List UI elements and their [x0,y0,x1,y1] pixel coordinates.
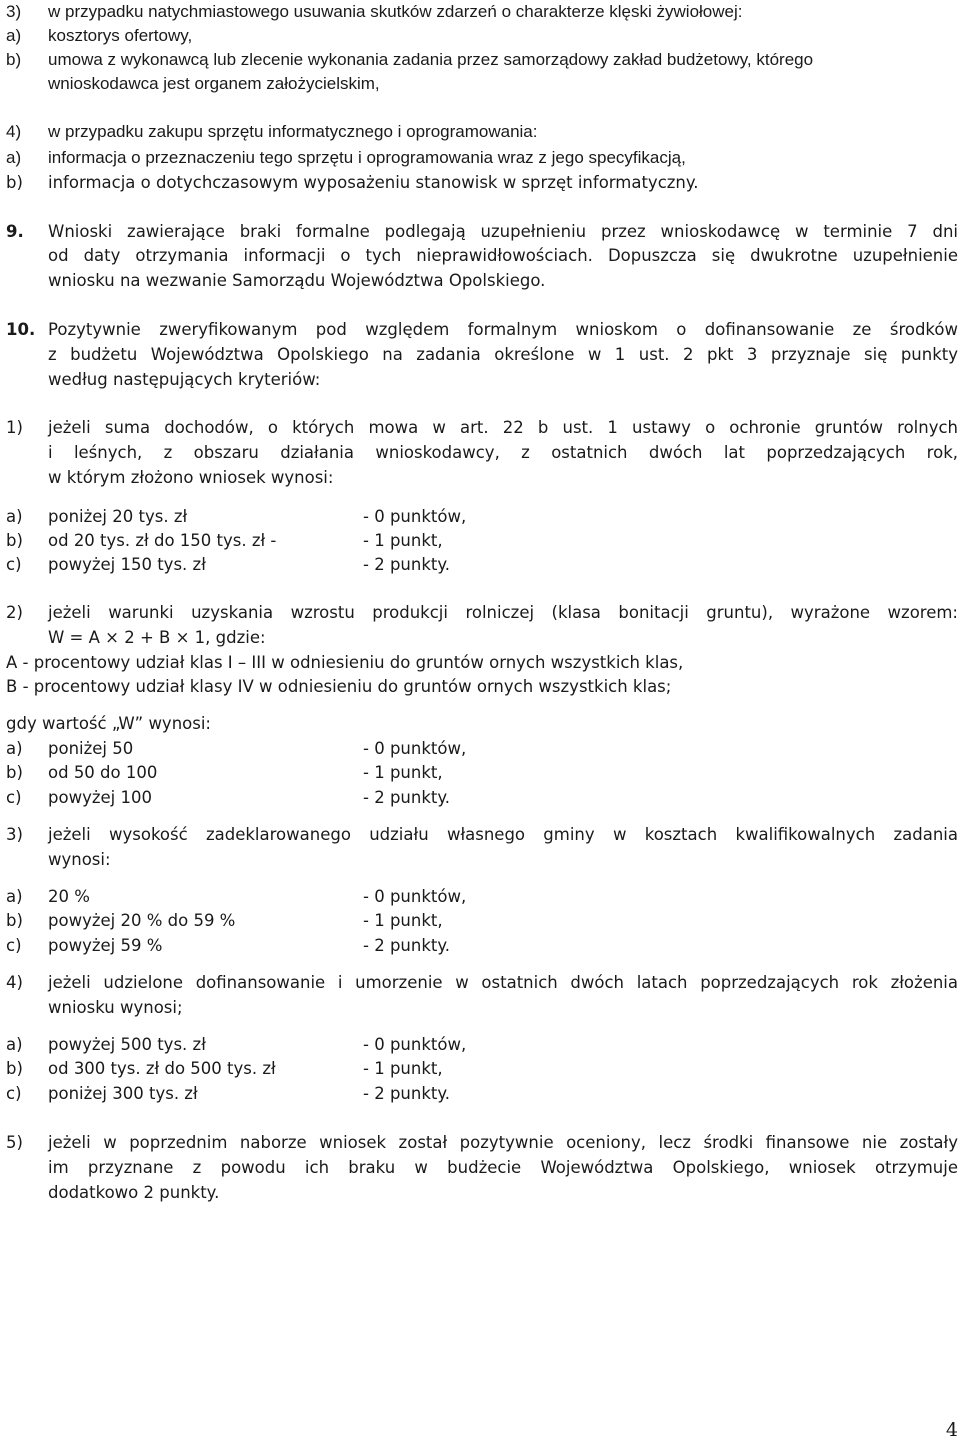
item-text: jeżeli w poprzednim naborze wniosek został pozytywnie oceniony, lecz środki finansowe nie zostały [48,1133,958,1152]
item-label: 4) [6,973,23,992]
option-points: - 2 punkty. [363,555,451,574]
option-points: - 0 punktów, [363,1035,467,1054]
option-points: - 1 punkt, [363,1059,443,1078]
option-label: b) [6,763,23,782]
option-points: - 1 punkt, [363,911,443,930]
item-text: dodatkowo 2 punkty. [48,1183,220,1202]
item-label: 1) [6,418,23,437]
item-label: b) [6,173,23,192]
option-label: a) [6,507,23,526]
item-text: wnioskodawca jest organem założycielskim, [48,74,380,93]
option-label: b) [6,1059,23,1078]
option-text: poniżej 50 [48,739,134,758]
option-text: poniżej 20 tys. zł [48,507,188,526]
item-text: i leśnych, z obszaru działania wnioskodawcy, z ostatnich dwóch lat poprzedzających rok, [48,443,958,462]
option-points: - 2 punkty. [363,1084,451,1103]
formula-text: W = A × 2 + B × 1, gdzie: [48,628,266,647]
option-points: - 0 punktów, [363,507,467,526]
item-label: a) [6,148,22,167]
paragraph-number: 9. [6,222,24,241]
item-text: wynosi: [48,850,111,869]
option-text: powyżej 59 % [48,936,163,955]
option-points: - 2 punkty. [363,936,451,955]
option-points: - 1 punkt, [363,531,443,550]
option-text: powyżej 150 tys. zł [48,555,206,574]
item-text: informacja o dotychczasowym wyposażeniu stanowisk w sprzęt informatyczny. [48,173,699,192]
paragraph-text: Wnioski zawierające braki formalne podlegają uzupełnieniu przez wnioskodawcę w terminie 7 dni [48,222,958,241]
definition-text: B - procentowy udział klasy IV w odniesieniu do gruntów ornych wszystkich klas; [6,677,672,696]
option-text: od 300 tys. zł do 500 tys. zł [48,1059,276,1078]
item-label: 4) [6,122,22,141]
option-label: a) [6,739,23,758]
paragraph-text: wniosku na wezwanie Samorządu Województwa Opolskiego. [48,271,546,290]
option-text: od 50 do 100 [48,763,158,782]
item-text: jeżeli warunki uzyskania wzrostu produkcji rolniczej (klasa bonitacji gruntu), wyrażone wzorem: [48,603,958,622]
option-label: b) [6,531,23,550]
option-label: c) [6,936,22,955]
item-label: b) [6,50,22,69]
option-label: a) [6,1035,23,1054]
item-text: im przyznane z powodu ich braku w budżecie Województwa Opolskiego, wniosek otrzymuje [48,1158,958,1177]
paragraph-text: z budżetu Województwa Opolskiego na zadania określone w 1 ust. 2 pkt 3 przyznaje się punkty [48,345,958,364]
paragraph-number: 10. [6,320,36,339]
option-text: powyżej 500 tys. zł [48,1035,206,1054]
option-label: c) [6,788,22,807]
item-label: 2) [6,603,23,622]
item-label: a) [6,26,22,45]
item-text: jeżeli udzielone dofinansowanie i umorzenie w ostatnich dwóch latach poprzedzających rok złożenia [48,973,958,992]
item-text: kosztorys ofertowy, [48,26,193,45]
item-label: 3) [6,825,23,844]
item-text: informacja o przeznaczeniu tego sprzętu i oprogramowania wraz z jego specyfikacją, [48,148,686,167]
option-label: a) [6,887,23,906]
option-points: - 1 punkt, [363,763,443,782]
option-text: poniżej 300 tys. zł [48,1084,198,1103]
option-points: - 2 punkty. [363,788,451,807]
item-text: umowa z wykonawcą lub zlecenie wykonania zadania przez samorządowy zakład budżetowy, którego [48,50,814,69]
page-number: 4 [945,1419,958,1441]
paragraph-text: od daty otrzymania informacji o tych nieprawidłowościach. Dopuszcza się dwukrotne uzupełnienie [48,246,958,265]
item-text: w przypadku natychmiastowego usuwania skutków zdarzeń o charakterze klęski żywiołowej: [48,2,743,21]
paragraph-text: według następujących kryteriów: [48,370,321,389]
option-text: od 20 tys. zł do 150 tys. zł - [48,531,277,550]
option-label: b) [6,911,23,930]
option-points: - 0 punktów, [363,887,467,906]
definition-text: A - procentowy udział klas I – III w odniesieniu do gruntów ornych wszystkich klas, [6,653,684,672]
option-label: c) [6,1084,22,1103]
item-text: jeżeli suma dochodów, o których mowa w art. 22 b ust. 1 ustawy o ochronie gruntów rolnych [48,418,958,437]
item-text: jeżeli wysokość zadeklarowanego udziału własnego gminy w kosztach kwalifikowalnych zadania [48,825,958,844]
intro-text: gdy wartość „W” wynosi: [6,714,211,733]
item-label: 5) [6,1133,23,1152]
item-text: w którym złożono wniosek wynosi: [48,468,334,487]
paragraph-text: Pozytywnie zweryfikowanym pod względem formalnym wnioskom o dofinansowanie ze środków [48,320,958,339]
item-text: wniosku wynosi; [48,998,183,1017]
item-text: w przypadku zakupu sprzętu informatycznego i oprogramowania: [48,122,538,141]
option-points: - 0 punktów, [363,739,467,758]
option-text: powyżej 20 % do 59 % [48,911,236,930]
item-label: 3) [6,2,22,21]
option-label: c) [6,555,22,574]
option-text: powyżej 100 [48,788,152,807]
option-text: 20 % [48,887,90,906]
